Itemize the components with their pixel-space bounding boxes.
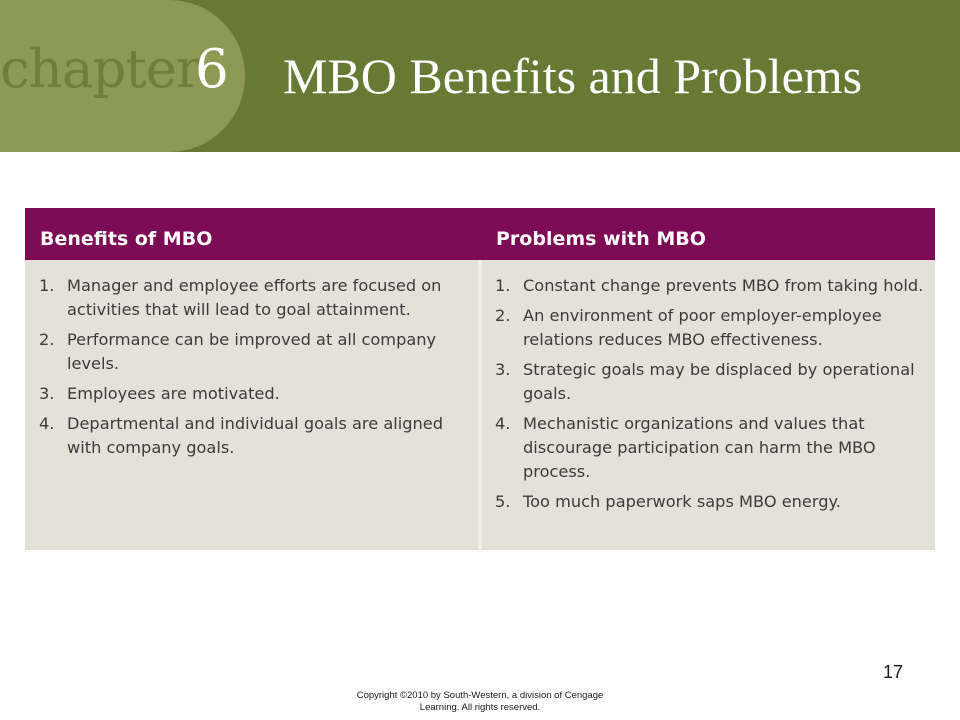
list-item: 4. Mechanistic organizations and values that discourage participation can harm the MBO process. (495, 414, 876, 481)
copyright-line-1: Copyright ©2010 by South-Western, a division of Cengage (356, 690, 604, 701)
slide-title: MBO Benefits and Problems (283, 48, 863, 104)
list-item: 3. Employees are motivated. (39, 384, 280, 403)
copyright-notice (320, 690, 640, 714)
list-item: 5. Too much paperwork saps MBO energy. (495, 492, 841, 511)
list-item: 3. Strategic goals may be displaced by operational goals. (495, 360, 915, 403)
benefits-header: Benefits of MBO (40, 228, 213, 250)
comparison-table (25, 208, 935, 550)
header-bar (0, 0, 960, 152)
chapter-label: chapter (0, 39, 201, 100)
page-number: 17 (883, 662, 904, 682)
problems-list (495, 274, 925, 520)
list-item: 4. Departmental and individual goals are aligned with company goals. (39, 414, 444, 457)
table-header-row (25, 208, 935, 260)
list-item: 1. Constant change prevents MBO from taking hold. (495, 276, 924, 295)
list-item: 2. Performance can be improved at all company levels. (39, 330, 437, 373)
list-item: 1. Manager and employee efforts are focused on activities that will lead to goal attainment. (39, 276, 442, 319)
chapter-number: 6 (195, 39, 229, 100)
list-item: 2. An environment of poor employer-employee relations reduces MBO effectiveness. (495, 306, 882, 349)
column-divider (478, 260, 482, 550)
benefits-list (39, 274, 469, 466)
problems-header: Problems with MBO (496, 228, 706, 250)
copyright-line-2: Learning. All rights reserved. (419, 702, 541, 713)
